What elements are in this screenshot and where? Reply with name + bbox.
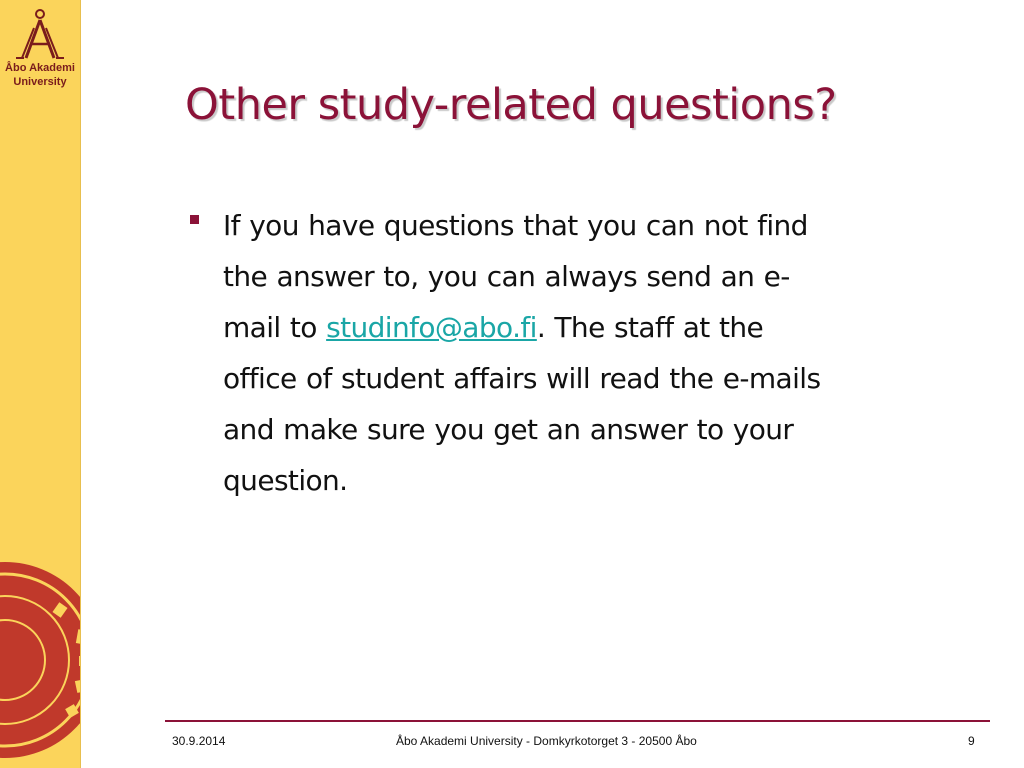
bullet-line-5: and make sure you get an answer to your <box>223 413 794 446</box>
bullet-text <box>223 200 985 506</box>
logo-name-line-2: University <box>13 76 67 88</box>
slide-title: Other study-related questions? <box>185 80 837 130</box>
logo-name-line-1: Åbo Akademi <box>5 62 75 74</box>
slide-content <box>185 200 985 506</box>
bullet-line-3 <box>223 302 985 353</box>
bullet-line-3-suffix: . The staff at the <box>536 311 764 344</box>
bullet-line-1: If you have questions that you can not find <box>223 209 808 242</box>
footer-page-number: 9 <box>968 734 975 748</box>
bullet-square-icon <box>190 215 199 224</box>
footer-date: 30.9.2014 <box>172 734 226 748</box>
university-logo <box>0 8 80 88</box>
email-link[interactable]: studinfo@abo.fi <box>326 311 537 344</box>
bullet-item <box>185 200 985 506</box>
university-seal-icon <box>0 560 81 760</box>
brand-sidebar <box>0 0 81 768</box>
footer-address: Åbo Akademi University - Domkyrkotorget 3 - 20500 Åbo <box>396 734 697 748</box>
logo-emblem-icon <box>12 8 68 60</box>
bullet-line-4: office of student affairs will read the e-mails <box>223 362 821 395</box>
bullet-line-6: question. <box>223 464 348 497</box>
bullet-line-3-prefix: mail to <box>223 311 327 344</box>
bullet-line-2: the answer to, you can always send an e- <box>223 260 790 293</box>
footer-divider <box>165 720 990 722</box>
